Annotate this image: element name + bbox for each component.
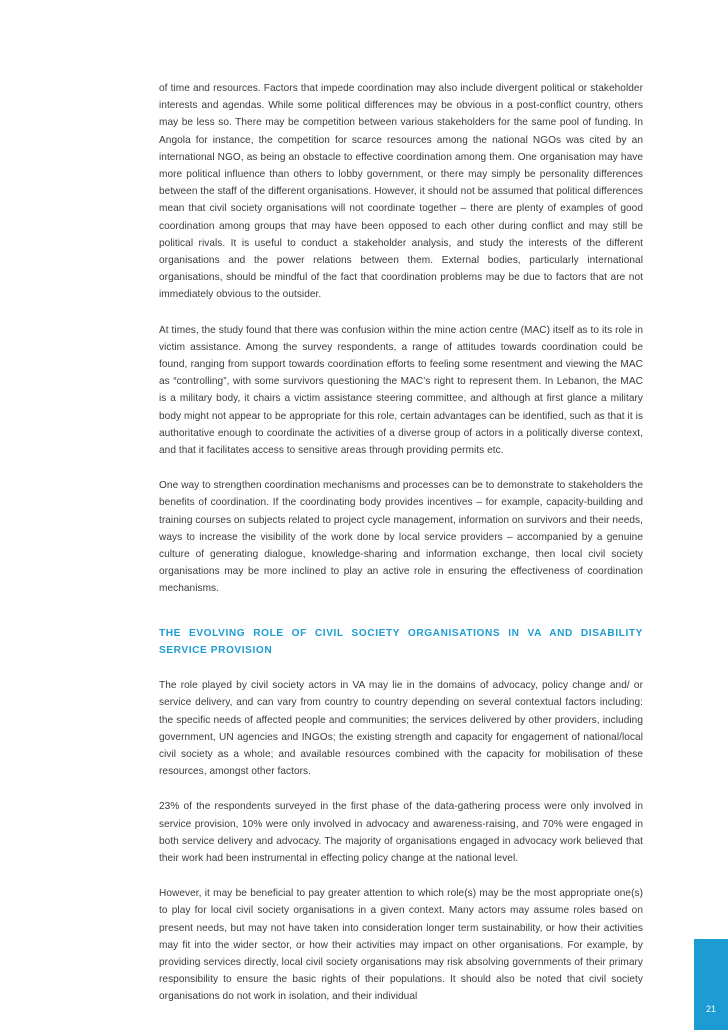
paragraph-mac-role: At times, the study found that there was confusion within the mine action centre (MAC) itself as to its role in victim assistance. Among the survey respondents, a range of attitudes towards coordination could be found, ranging from support towards coordination efforts to feeling some resentment and viewing the MAC as “controlling”, with some survivors questioning the MAC’s right to represent them. In Lebanon, the MAC is a military body, it chairs a victim assistance steering committee, and although at first glance a military body might not appear to be appropriate for this role, certain advantages can be identified, such as that it is authoritative enough to coordinate the activities of a diverse group of actors in a politically diverse context, and that it facilitates access to sensitive areas through providing permits etc.: [159, 324, 643, 457]
section-heading: THE EVOLVING ROLE OF CIVIL SOCIETY ORGANISATIONS IN VA AND DISABILITY SERVICE PROVISION: [159, 627, 643, 656]
page-body: [159, 80, 643, 1024]
page-number: 21: [705, 1004, 716, 1014]
paragraph-civil-society-role: The role played by civil society actors in VA may lie in the domains of advocacy, policy change and/ or service delivery, and can vary from country to country depending on several contextual factors including: the specific needs of affected people and communities; the services delivered by other providers, including government, UN agencies and INGOs; the existing strength and capacity for engagement of national/local civil society as a whole; and available resources combined with the capacity for mobilisation of these resources, amongst other factors.: [159, 680, 643, 778]
page-number-tab: [694, 939, 728, 1030]
paragraph-coordination-factors: of time and resources. Factors that impede coordination may also include divergent political or stakeholder interests and agendas. While some political differences may be obvious in a post-conflict country, others may be less so. There may be competition between various stakeholders for the same pool of funding. In Angola for instance, the competition for scarce resources among the national NGOs was cited by an international NGO, as being an obstacle to effective coordination among them. One organisation may have more political influence than others to lobby government, or there may simply be personality differences between the staff of the different organisations. However, it should not be assumed that political differences mean that civil society organisations will not coordinate together – there are plenty of examples of good coordination among groups that may have been opposed to each other during conflict and may still be political rivals. It is useful to conduct a stakeholder analysis, and study the interests of the different organisations and the power relations between them. External bodies, particularly international organisations, should be mindful of the fact that coordination problems may be due to factors that are not immediately obvious to the outsider.: [159, 83, 643, 301]
paragraph-strengthen-coordination: One way to strengthen coordination mechanisms and processes can be to demonstrate to stakeholders the benefits of coordination. If the coordinating body provides incentives – for example, capacity-building and training courses on subjects related to project cycle management, information on survivors and their needs, ways to increase the visibility of the work done by local service providers – accompanied by a genuine culture of generating dialogue, knowledge-sharing and information exchange, then local civil society organisations may be more inclined to play an active role in ensuring the effectiveness of coordination mechanisms.: [159, 480, 643, 595]
paragraph-survey-statistics: 23% of the respondents surveyed in the first phase of the data-gathering process were only involved in service provision, 10% were only involved in advocacy and awareness-raising, and 70% were engaged in both service delivery and advocacy. The majority of organisations engaged in advocacy work believed that their work had been instrumental in effecting policy change at the national level.: [159, 801, 643, 864]
paragraph-appropriate-roles: However, it may be beneficial to pay greater attention to which role(s) may be the most appropriate one(s) to play for local civil society organisations in a given context. Many actors may assume roles based on present needs, but may not have taken into consideration longer term sustainability, or how their activities may fit into the wider sector, or how their activities may impact on other organisations. For example, by providing services directly, local civil society organisations may risk absolving governments of their primary responsibility to ensure the basic rights of their populations. It should also be noted that civil society organisations do not work in isolation, and their individual: [159, 888, 643, 1003]
